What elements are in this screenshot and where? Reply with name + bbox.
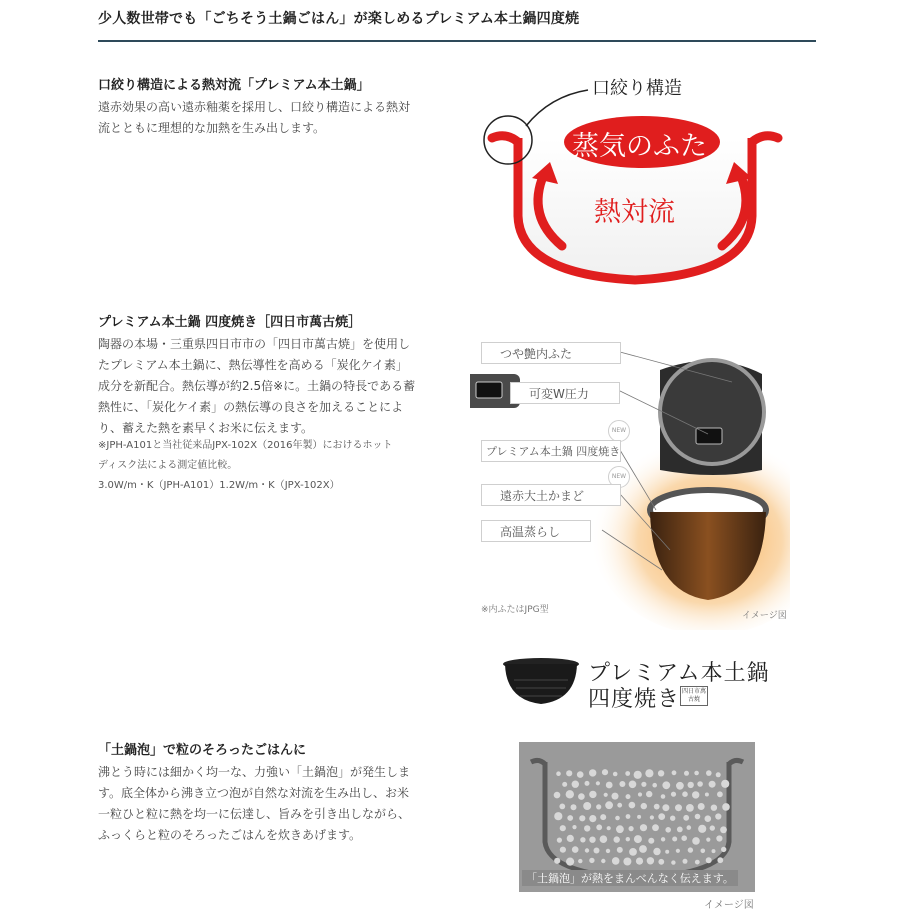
bubble (554, 858, 560, 864)
bubble (712, 849, 716, 853)
bubble (567, 835, 574, 842)
bubble (681, 835, 687, 841)
section3-line-1: 沸とう時には細かく均一な、力強い「土鍋泡」が発生しま (98, 765, 411, 779)
bubble (554, 812, 562, 820)
pot-product-body (505, 664, 577, 704)
bubble (566, 790, 574, 798)
pot-rim-right (752, 136, 778, 142)
bubble (596, 824, 602, 830)
header-divider (98, 40, 816, 42)
bubble (617, 847, 623, 853)
bubble (613, 772, 618, 777)
bubble (695, 860, 700, 865)
bubble (572, 846, 579, 853)
section2-line-1: 陶器の本場・三重県四日市市の「四日市萬古焼」を使用し (98, 337, 411, 351)
bubble (623, 858, 631, 866)
bubble (692, 837, 700, 845)
bubble (647, 857, 654, 864)
bubble (692, 791, 699, 798)
bubble (706, 770, 712, 776)
section2-line-4: 熱性に、「炭化ケイ素」の熱伝導の良さを加えることによ (98, 400, 404, 414)
bubble (556, 771, 561, 776)
logo-stamp: 四日市萬古焼 (680, 686, 708, 706)
bubble (648, 838, 654, 844)
bubble (566, 770, 572, 776)
bubble (720, 826, 727, 833)
bubble (612, 857, 620, 865)
section2-notes (98, 436, 448, 496)
bubble (697, 781, 703, 787)
valve-inset-part (476, 382, 502, 398)
bubble (658, 770, 664, 776)
bubble (639, 845, 647, 853)
bubble (654, 804, 660, 810)
pot-rim-left (492, 136, 518, 142)
bubble (646, 791, 652, 797)
bubble (638, 792, 642, 796)
bubble (606, 782, 613, 789)
bubble (602, 769, 608, 775)
bubble (605, 801, 613, 809)
bubble (566, 858, 574, 866)
bubble (665, 827, 671, 833)
bubble (562, 782, 567, 787)
bubble (676, 849, 680, 853)
bubble (672, 837, 677, 842)
bubble (717, 857, 723, 863)
bubble (619, 781, 625, 787)
bubble (652, 824, 659, 831)
bubble (652, 783, 657, 788)
bubble (705, 793, 709, 797)
bubble (596, 781, 600, 785)
bubble (721, 780, 729, 788)
section3-line-3: 一粒ひと粒に熱を均一に伝達し、旨みを引き出しながら、 (98, 807, 411, 821)
bubble (571, 804, 577, 810)
bubble (625, 771, 630, 776)
bubble (626, 814, 631, 819)
section1-line-1: 遠赤効果の高い遠赤釉薬を採用し、口絞り構造による熱対 (98, 100, 411, 114)
bubble (698, 825, 706, 833)
bubble-figure-caption: 「土鍋泡」が熱をまんべんなく伝えます。 (522, 870, 738, 886)
note-line-3: 3.0W/m・K（JPH-A101）1.2W/m・K（JPX-102X） (98, 480, 340, 491)
rice-cooker-illustration (470, 330, 790, 630)
bubble (596, 804, 601, 809)
bubble (688, 847, 693, 852)
new-badge-1: NEW (608, 420, 630, 442)
bubble (683, 815, 689, 821)
bubble (601, 859, 605, 863)
bubble (572, 825, 576, 829)
bubble (626, 837, 630, 841)
bubble (579, 815, 585, 821)
section3-line-4: ふっくらと粒のそろったごはんを炊きあげます。 (98, 828, 362, 842)
callout-premium-pot: プレミアム本土鍋 四度焼き (481, 440, 621, 462)
bubble (641, 782, 646, 787)
bubble (557, 838, 562, 843)
caption-image-note: イメージ図 (742, 611, 787, 621)
bubble (585, 848, 589, 852)
logo-line-1: プレミアム本土鍋 (588, 661, 770, 686)
bubble (677, 827, 683, 833)
bubble (682, 791, 688, 797)
bubble (560, 847, 566, 853)
logo-line-2: 四度焼き (588, 687, 681, 712)
bubble (572, 781, 579, 788)
label-convection: 熱対流 (594, 197, 675, 228)
bubble (709, 781, 716, 788)
bubble (612, 793, 619, 800)
bubble (715, 813, 721, 819)
callout-glossy-lid: つや艶内ふた (481, 342, 621, 364)
bubble (670, 816, 675, 821)
bubble (722, 803, 730, 811)
bubble (634, 835, 642, 843)
bubble (658, 813, 665, 820)
bubble (589, 837, 595, 843)
label-mouth-structure: 口絞り構造 (592, 78, 682, 99)
section3-body (98, 762, 448, 846)
bubble (687, 825, 692, 830)
section2-line-3: 成分を新配合。熱伝導が約2.5倍※に。土鍋の特長である蓄 (98, 379, 416, 393)
callout-earth-oven: 遠赤大土かまど (481, 484, 621, 506)
bubble (554, 792, 561, 799)
callout-variable-pressure: 可変W圧力 (510, 382, 620, 404)
section1-body (98, 97, 438, 139)
bubble (629, 848, 637, 856)
pot-product-icon (500, 656, 582, 708)
bubbles (554, 769, 730, 866)
new-badge-2: NEW (608, 466, 630, 488)
bubble (672, 770, 677, 775)
bubble (578, 859, 582, 863)
bubble (662, 804, 669, 811)
section1-line-2: 流とともに理想的な加熱を生み出します。 (98, 121, 326, 135)
bubble (653, 848, 660, 855)
bubble (710, 825, 715, 830)
bubble (705, 815, 712, 822)
bubble-pot-rim-right (729, 760, 743, 764)
bubble (560, 825, 566, 831)
bubble (717, 791, 723, 797)
bubble (626, 794, 631, 799)
bubble (675, 804, 682, 811)
bubble (706, 857, 712, 863)
bubble (616, 825, 624, 833)
bubble (658, 859, 664, 865)
bubble (637, 815, 641, 819)
bubble (589, 791, 596, 798)
bubble (604, 793, 608, 797)
bubble (671, 792, 676, 797)
bubble (614, 836, 620, 842)
bubble (686, 804, 694, 812)
bubble (600, 835, 608, 843)
structure-leader-line (526, 90, 588, 126)
bubble (662, 781, 670, 789)
bubble (600, 814, 606, 820)
bubble (661, 837, 665, 841)
section2-line-2: たプレミアム本土鍋に、熱伝導性を高める「炭化ケイ素」 (98, 358, 408, 372)
note-line-2: ディスク法による測定値比較。 (98, 460, 238, 471)
pot-convection-diagram (470, 66, 800, 296)
bubble (629, 781, 637, 789)
bubble (711, 805, 717, 811)
bubble (695, 814, 701, 820)
bubble (578, 793, 585, 800)
label-steam-lid: 蒸気のふた (572, 131, 707, 162)
callout-high-temp-steaming: 高温蒸らし (481, 520, 591, 542)
cooker-inner-lid (660, 360, 764, 464)
bubble (615, 816, 620, 821)
bubble (721, 847, 726, 852)
bubble (636, 858, 643, 865)
bubble (567, 815, 573, 821)
bubble (617, 803, 622, 808)
bubble (594, 848, 600, 854)
bubble (645, 769, 653, 777)
bubble (629, 802, 636, 809)
bubble (701, 849, 706, 854)
bubble (706, 838, 710, 842)
bubble (583, 802, 591, 810)
bubble (671, 860, 675, 864)
bubble (683, 859, 688, 864)
bubble (589, 858, 594, 863)
section1-title: 口絞り構造による熱対流「プレミアム本土鍋」 (98, 78, 370, 93)
bubble (698, 803, 705, 810)
bubble (640, 824, 647, 831)
bubble (716, 772, 721, 777)
note-line-1: ※JPH-A101と当社従来品JPX-102X（2016年製）におけるホット (98, 440, 393, 451)
bubble (684, 771, 689, 776)
caption-inner-lid-note: ※内ふたはJPG型 (481, 605, 549, 615)
bubble (634, 771, 642, 779)
page-title: 少人数世帯でも「ごちそう土鍋ごはん」が楽しめるプレミアム本土鍋四度焼 (98, 11, 580, 27)
bubble (694, 771, 699, 776)
bubble (661, 794, 666, 799)
section2-line-5: り、蓄えた熱を素早くお米に伝えます。 (98, 421, 314, 435)
bubble (577, 771, 584, 778)
bubble (665, 850, 669, 854)
section2-body (98, 334, 448, 439)
bubble (606, 849, 610, 853)
bubble-pot-rim-left (531, 760, 545, 764)
bubble (584, 825, 590, 831)
bubble (629, 826, 634, 831)
bubble (589, 769, 596, 776)
bubble (589, 815, 596, 822)
bubble (716, 835, 722, 841)
bubble (676, 782, 684, 790)
bubble (650, 815, 654, 819)
section3-title: 「土鍋泡」で粒のそろったごはんに (98, 743, 307, 758)
bubble (580, 837, 585, 842)
section2-title: プレミアム本土鍋 四度焼き［四日市萬古焼］ (98, 315, 362, 330)
bubble (559, 804, 565, 810)
bubble (607, 826, 611, 830)
bubble (688, 782, 694, 788)
bubble (585, 781, 590, 786)
bubble (641, 803, 647, 809)
section3-image-note: イメージ図 (704, 900, 754, 911)
section3-line-2: す。底全体から沸き立つ泡が自然な対流を生み出し、お米 (98, 786, 410, 800)
